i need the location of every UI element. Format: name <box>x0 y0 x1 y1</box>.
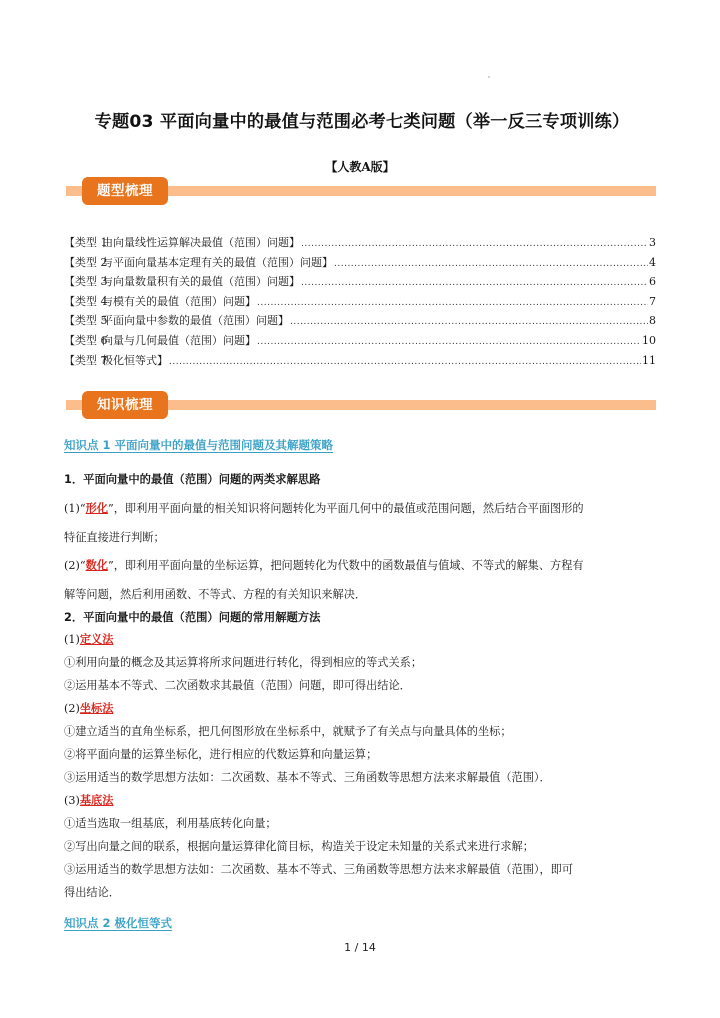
toc-entry[interactable] <box>64 331 656 351</box>
toc-entry-page: 11 <box>642 353 656 367</box>
toc-entry-number: 【类型 7 <box>64 353 108 367</box>
toc-entry-number: 【类型 3 <box>64 275 108 289</box>
method-step: ①适当选取一组基底，利用基底转化向量； <box>64 817 277 830</box>
toc-entry-label: 平面向量中参数的最值（范围）问题】 <box>102 314 289 328</box>
toc-entry[interactable] <box>64 292 656 312</box>
edition-label: 【人教A版】 <box>325 160 395 174</box>
scan-speck <box>488 76 490 78</box>
toc-entry-number: 【类型 5 <box>64 314 108 328</box>
method-coordinate-heading <box>64 700 113 716</box>
page-title: 专题03 平面向量中的最值与范围必考七类问题（举一反三专项训练） <box>94 112 630 132</box>
toc-leader-dots <box>334 253 648 275</box>
toc-entry[interactable] <box>64 233 656 253</box>
toc-entry[interactable] <box>64 311 656 331</box>
method-step: ③运用适当的数学思想方法如：二次函数、基本不等式、三角函数等思想方法来求解最值（范围），即可 <box>64 863 574 876</box>
method-step: ①建立适当的直角坐标系，把几何图形放在坐标系中，就赋予了有关点与向量具体的坐标； <box>64 725 512 738</box>
toc-leader-dots <box>301 272 648 294</box>
toc-entry-label: 与平面向量基本定理有关的最值（范围）问题】 <box>102 255 333 269</box>
key-term-shape: 形化 <box>85 502 108 515</box>
key-term-basis-method: 基底法 <box>79 794 114 807</box>
para-text: ”，即利用平面向量的坐标运算，把问题转化为代数中的函数最值与值域、不等式的解集、方程有 <box>107 559 584 572</box>
page-indicator: 1 / 14 <box>344 941 376 954</box>
para-prefix: (2)“ <box>64 559 86 572</box>
method-prefix: (2) <box>64 702 80 715</box>
toc-leader-dots <box>290 311 648 333</box>
method-step: ②运用基本不等式、二次函数求其最值（范围）问题，即可得出结论． <box>64 679 411 692</box>
paragraph-shape-approach <box>64 500 584 516</box>
method-step: ③运用适当的数学思想方法如：二次函数、基本不等式、三角函数等思想方法来求解最值（范围）． <box>64 771 551 784</box>
toc-entry-page: 7 <box>649 294 656 308</box>
method-definition-heading <box>64 631 113 647</box>
toc-entry[interactable] <box>64 351 656 371</box>
toc-entry-number: 【类型 2 <box>64 255 108 269</box>
method-prefix: (3) <box>64 794 80 807</box>
paragraph-continuation: 解等问题，然后利用函数、不等式、方程的有关知识来解决． <box>64 588 367 601</box>
toc-entry-number: 【类型 1 <box>64 236 108 249</box>
subheading-two-approaches: 1．平面向量中的最值（范围）问题的两类求解思路 <box>64 473 321 486</box>
toc-entry-page: 6 <box>649 275 656 289</box>
toc-entry-label: 由向量线性运算解决最值（范围）问题】 <box>102 236 300 249</box>
key-term-coordinate-method: 坐标法 <box>79 702 114 715</box>
toc-entry[interactable] <box>64 272 656 292</box>
key-term-definition-method: 定义法 <box>79 633 114 646</box>
method-step: ②写出向量之间的联系，根据向量运算律化简目标，构造关于设定未知量的关系式来进行求解； <box>64 840 534 853</box>
paragraph-number-approach <box>64 557 584 573</box>
toc-leader-dots <box>301 233 648 255</box>
table-of-contents <box>64 233 656 370</box>
toc-entry-number: 【类型 4 <box>64 294 108 308</box>
toc-entry-label: 极化恒等式】 <box>102 353 168 367</box>
para-prefix: (1)“ <box>64 502 86 515</box>
toc-entry-label: 与模有关的最值（范围）问题】 <box>102 294 256 308</box>
toc-leader-dots <box>257 292 648 314</box>
toc-entry[interactable] <box>64 253 656 273</box>
toc-entry-page: 4 <box>649 255 656 269</box>
toc-entry-page: 10 <box>642 333 656 347</box>
section-tab-question-types: 题型梳理 <box>82 177 168 205</box>
toc-leader-dots <box>169 351 641 373</box>
paragraph-continuation: 特征直接进行判断； <box>64 531 165 544</box>
knowledge-point-2-heading[interactable]: 知识点 2 极化恒等式 <box>64 916 173 930</box>
subheading-common-methods: 2．平面向量中的最值（范围）问题的常用解题方法 <box>64 611 321 624</box>
toc-entry-label: 与向量数量积有关的最值（范围）问题】 <box>102 275 300 289</box>
toc-entry-label: 向量与几何最值（范围）问题】 <box>102 333 256 347</box>
method-step: ②将平面向量的运算坐标化，进行相应的代数运算和向量运算； <box>64 748 378 761</box>
toc-entry-page: 8 <box>649 314 656 328</box>
toc-entry-number: 【类型 6 <box>64 333 108 347</box>
key-term-number: 数化 <box>85 559 108 572</box>
section-tab-knowledge: 知识梳理 <box>82 391 168 419</box>
method-step: ①利用向量的概念及其运算将所求问题进行转化，得到相应的等式关系； <box>64 656 423 669</box>
method-step-continuation: 得出结论． <box>64 886 120 899</box>
method-basis-heading <box>64 792 113 808</box>
knowledge-point-1-heading[interactable]: 知识点 1 平面向量中的最值与范围问题及其解题策略 <box>64 438 334 452</box>
toc-entry-page: 3 <box>649 236 656 249</box>
toc-leader-dots <box>257 331 641 353</box>
method-prefix: (1) <box>64 633 80 646</box>
para-text: ”，即利用平面向量的相关知识将问题转化为平面几何中的最值或范围问题，然后结合平面图形的 <box>107 502 584 515</box>
